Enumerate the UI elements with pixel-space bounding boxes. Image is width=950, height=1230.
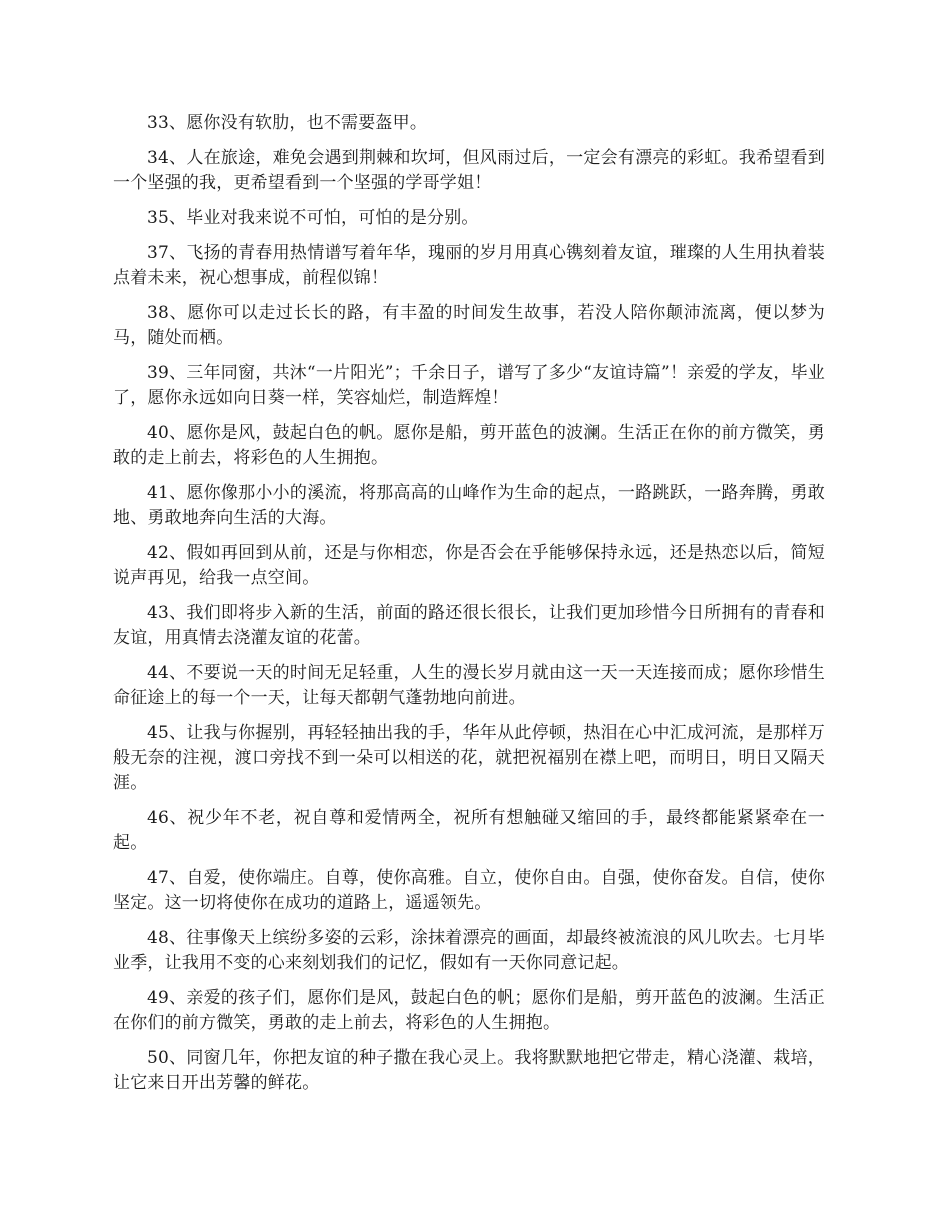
- paragraph-43: 43、我们即将步入新的生活，前面的路还很长很长，让我们更加珍惜今日所拥有的青春和友谊，用真情去浇灌友谊的花蕾。: [113, 603, 825, 648]
- paragraph-46: 46、祝少年不老，祝自尊和爱情两全，祝所有想触碰又缩回的手，最终都能紧紧牵在一起。: [113, 808, 825, 853]
- paragraph-45: 45、让我与你握别，再轻轻抽出我的手，华年从此停顿，热泪在心中汇成河流，是那样万般无奈的注视，渡口旁找不到一朵可以相送的花，就把祝福别在襟上吧，而明日，明日又隔天涯。: [113, 723, 825, 793]
- paragraph-44: 44、不要说一天的时间无足轻重，人生的漫长岁月就由这一天一天连接而成；愿你珍惜生命征途上的每一个一天，让每天都朝气蓬勃地向前进。: [113, 663, 825, 708]
- paragraph-39: 39、三年同窗，共沐“一片阳光”；千余日子，谱写了多少“友谊诗篇”！亲爱的学友，毕业了，愿你永远如向日葵一样，笑容灿烂，制造辉煌！: [113, 363, 825, 408]
- paragraph-47: 47、自爱，使你端庄。自尊，使你高雅。自立，使你自由。自强，使你奋发。自信，使你坚定。这一切将使你在成功的道路上，遥遥领先。: [113, 868, 825, 913]
- paragraph-41: 41、愿你像那小小的溪流，将那高高的山峰作为生命的起点，一路跳跃，一路奔腾，勇敢地、勇敢地奔向生活的大海。: [113, 483, 825, 528]
- paragraph-50: 50、同窗几年，你把友谊的种子撒在我心灵上。我将默默地把它带走，精心浇灌、栽培，让它来日开出芳馨的鲜花。: [113, 1048, 825, 1093]
- paragraph-40: 40、愿你是风，鼓起白色的帆。愿你是船，剪开蓝色的波澜。生活正在你的前方微笑，勇敢的走上前去，将彩色的人生拥抱。: [113, 423, 825, 468]
- paragraph-35: 35、毕业对我来说不可怕，可怕的是分别。: [147, 208, 479, 228]
- paragraph-37: 37、飞扬的青春用热情谱写着年华，瑰丽的岁月用真心镌刻着友谊，璀璨的人生用执着装点着未来，祝心想事成，前程似锦！: [113, 243, 825, 288]
- paragraph-34: 34、人在旅途，难免会遇到荆棘和坎坷，但风雨过后，一定会有漂亮的彩虹。我希望看到一个坚强的我，更希望看到一个坚强的学哥学姐！: [113, 148, 825, 193]
- paragraph-49: 49、亲爱的孩子们，愿你们是风，鼓起白色的帆；愿你们是船，剪开蓝色的波澜。生活正在你们的前方微笑，勇敢的走上前去，将彩色的人生拥抱。: [113, 988, 825, 1033]
- paragraph-38: 38、愿你可以走过长长的路，有丰盈的时间发生故事，若没人陪你颠沛流离，便以梦为马，随处而栖。: [113, 303, 825, 348]
- paragraph-42: 42、假如再回到从前，还是与你相恋，你是否会在乎能够保持永远，还是热恋以后，简短说声再见，给我一点空间。: [113, 543, 825, 588]
- paragraph-33: 33、愿你没有软肋，也不需要盔甲。: [147, 113, 428, 133]
- paragraph-48: 48、往事像天上缤纷多姿的云彩，涂抹着漂亮的画面，却最终被流浪的风儿吹去。七月毕业季，让我用不变的心来刻划我们的记忆，假如有一天你同意记起。: [113, 928, 825, 973]
- document-body: [113, 111, 825, 1106]
